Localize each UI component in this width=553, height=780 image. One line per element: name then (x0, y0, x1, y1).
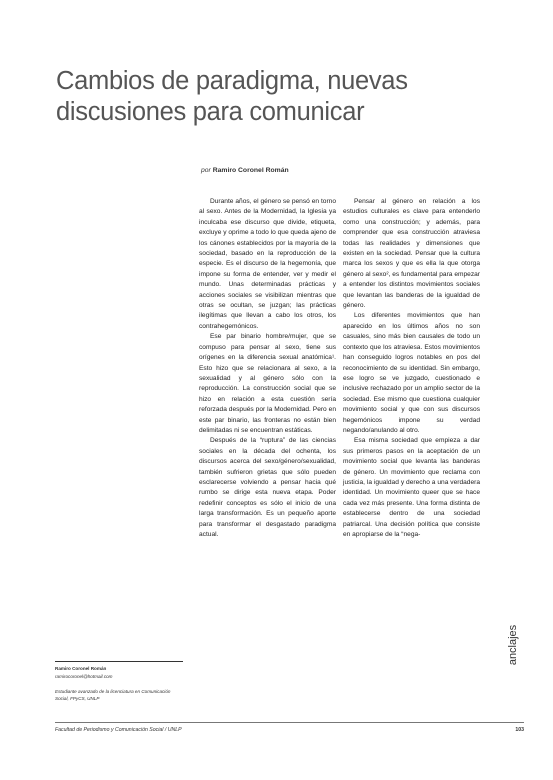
footer-publication: Facultad de Periodismo y Comunicación Social / UNLP (55, 727, 182, 733)
paragraph: Los diferentes movimientos que han aparecido en los últimos años no son casuales, sino más bien causales de todo un contexto que los atraviesa. Estos movimientos han conseguido logros notables en pos del reconocimiento de su identidad. Sin embargo, ese logro se ve juzgado, cuestionado e inclusive rechazado por un amplio sector de la sociedad. Ese mismo que cuestiona cualquier movimiento social y que con sus discursos hegemónicos impone su verdad negando/anulando al otro. (343, 312, 480, 434)
paragraph: Ese par binario hombre/mujer, que se compuso para pensar al sexo, tiene sus orígenes en la diferencia sexual anatómica¹. Esto hizo que se relacionara al sexo, a la sexualidad y al género sólo con la reproducción. La construcción social que se hizo en relación a esta cuestión sería reforzada después por la Modernidad. Pero en este par binario, las fronteras no están bien delimitadas ni se encuentran estáticas. (199, 333, 336, 434)
author-info-box (55, 661, 183, 703)
body-column-right (343, 197, 480, 540)
paragraph: Esa misma sociedad que empieza a dar sus primeros pasos en la aceptación de un movimiento social que levanta las banderas de género. Un movimiento que reclama con justicia, la igualdad y derecho a una verdadera identidad. Un movimiento queer que se hace cada vez más presente. Una forma distinta de establecerse dentro de una sociedad patriarcal. Una decisión política que consiste en apropiarse de la “nega- (343, 437, 480, 538)
author-affiliation: Estudiante avanzado de la licenciatura en Comunicación Social, FPyCS, UNLP (55, 688, 171, 702)
article-title (56, 66, 416, 128)
author-name: Ramiro Coronel Román (55, 666, 107, 671)
paragraph: Durante años, el género se pensó en torno al sexo. Antes de la Modernidad, la Iglesia ya inculcaba ese discurso que divide, etiqueta, excluye y oprime a todo lo que queda ajeno de los cánones establecidos por la mayoría de la sociedad, basado en la reproducción de la especie. Es el discurso de la hegemonía, que impone su forma de entender, ver y medir el mundo. Unas determinadas prácticas y acciones sociales se visibilizan mientras que otras se ocultan, se juzgan; las prácticas ilegítimas que llevan a cabo los otros, los contrahegemónicos. (199, 198, 336, 330)
section-tab (505, 610, 521, 680)
byline-prefix: por (201, 167, 211, 174)
page-number: 103 (515, 727, 524, 733)
body-column-left (199, 197, 336, 540)
author-email: ramirocoronel@hotmail.com (55, 673, 113, 679)
paragraph: Pensar al género en relación a los estudios culturales es clave para entenderlo como una construcción; y además, para comprender que esa construcción atraviesa todas las realidades y dimensiones que existen en la sociedad. Pensar que la cultura marca los sexos y que es ella la que otorga género al sexo², es fundamental para empezar a entender los distintos movimientos sociales que levantan las banderas de la igualdad de género. (343, 198, 480, 310)
paragraph: Después de la “ruptura” de las ciencias sociales en la década del ochenta, los discursos acerca del sexo/género/sexualidad, también sufrieron grietas que sólo pueden esclarecerse volviendo a pensar hacia qué rumbo se dirige esta nueva etapa. Poder redefinir conceptos es sólo el inicio de una larga transformación. Es un pequeño aporte para transformar el desgastado paradigma actual. (199, 437, 336, 538)
page-footer (55, 722, 524, 733)
title-line-1: Cambios de paradigma, nuevas (56, 67, 408, 95)
section-tab-label: anclajes (507, 624, 519, 666)
byline-author: Ramiro Coronel Román (212, 167, 289, 174)
byline (201, 167, 289, 174)
title-line-2: discusiones para comunicar (56, 98, 365, 126)
